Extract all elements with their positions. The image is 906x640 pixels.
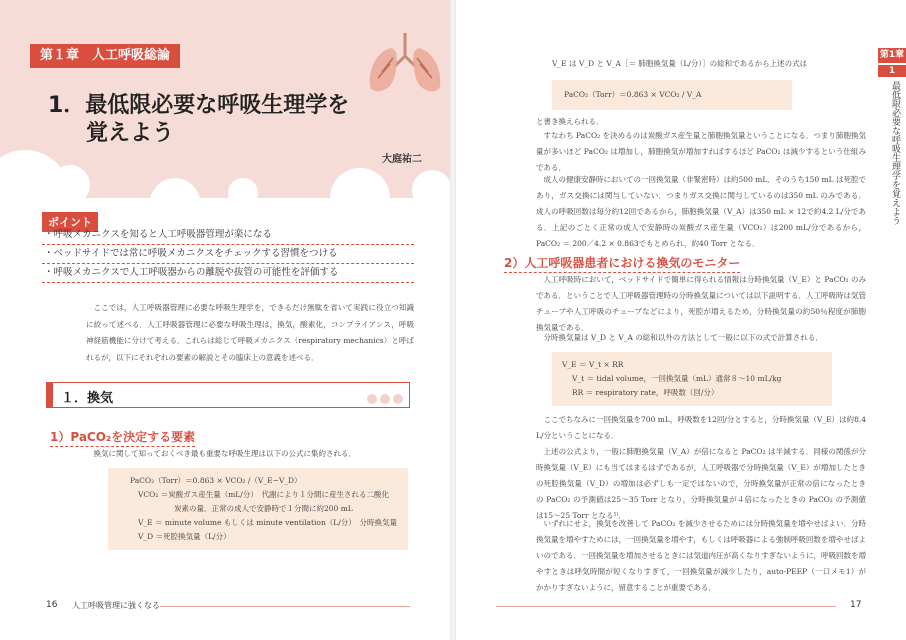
section-title: １．換気 [61,391,114,406]
tab-chapter: 第1章 [878,48,906,63]
formula-line: RR ＝ respiratory rate，呼吸数（回/分） [572,388,719,397]
point-list [42,226,414,283]
formula-line: VCO₂ ＝炭酸ガス産生量（mL/分） 代謝により１分間に産生される二酸化 [138,490,390,499]
formula-line: 炭素の量．正常の成人で安静時で１分間に約200 mL [174,504,353,513]
formula-line: V_E ＝ V_t × RR [562,360,624,369]
chapter-side-tab[interactable] [878,48,906,281]
point-item: ・ベッドサイドでは常に呼吸メカニクスをチェックする習慣をつける [42,245,414,264]
formula-line: PaCO₂（Torr）＝0.863 × VCO₂ / V_A [564,90,702,99]
chapter-header [0,0,450,198]
left-page [0,0,450,640]
paragraph: V_E は V_D と V_A［＝ 肺胞換気量（L/分）］の総和であるから上述の式は [552,59,808,68]
formula-box [552,352,832,406]
decor-circle [412,170,450,198]
point-item: ・呼吸メカニクスで人工呼吸器からの離脱や抜管の可能性を評価する [42,264,414,283]
paragraph: 人工呼吸時において，ベッドサイドで簡単に得られる情報は分時換気量（V_E）と PaCO₂ のみである．ということで人工呼吸器管理時の分時換気量については以下説明する．人工呼吸時は気管チューブや人工呼吸のチューブなどにより，死腔が増えるため，分時換気量の約50％程度が肺胞換気量である． [536,275,866,332]
section-dots [364,389,403,408]
chapter-label: 第１章 人工呼吸総論 [30,44,180,68]
formula-line: PaCO₂（Torr）＝0.863 × VCO₂ /（V_E−V_D） [130,476,302,485]
formula-box [552,80,792,110]
decor-circle [150,178,200,198]
section-bar [47,383,53,407]
right-page [456,0,906,640]
author-name: 大庭祐二 [382,154,422,165]
paragraph: と書き換えられる． [536,117,604,126]
lungs-icon [360,28,450,98]
formula-line: V_t ＝ tidal volume，一回換気量（mL）通常８〜10 mL/kg [572,374,782,383]
paragraph: 上述の公式より，一般に肺胞換気量（V_A）が倍になると PaCO₂ は半減する．同様の関係が分時換気量（V_E）にも当てはまるはずであるが，人工呼吸器で分時換気量（V_E）が増加したときの死腔換気量（V_D）の増加は必ずしも一定ではないので，分時換気量が正常の倍になったときの PaCO₂ の予測値は25〜35 Torr となり，分時換気量が４倍になったときの PaCO₂ の予測値は15〜25 Torr となる¹⁾． [536,447,866,520]
footer-rule [496,606,836,607]
title-line-1: 1．最低限必要な呼吸生理学を [48,93,350,118]
footer-title: 人工呼吸管理に強くなる [72,601,160,610]
page-number: 17 [850,600,862,610]
page-number: 16 [46,600,58,610]
subsection-title: 2）人工呼吸器患者における換気のモニター [504,256,741,270]
paragraph: 成人の健康安静時においての一回換気量（非緊密時）は約500 mL．そのうち150 mL は死腔であり，ガス交換には関与していない．つまりガス交換に関与しているのは350 mL のみである．成人の呼吸回数は毎分約12回であるから，肺胞換気量（V_A）は350 mL × 12で約4.2 L/分である．上記のごとく正常の成人で安静時の炭酸ガス産生量（VCO₂）は200 mL/分であるから，PaCO₂ ＝ 200／4.2 × 0.863でもとめられ，約40 Torr となる． [536,175,866,248]
paragraph: すなわち PaCO₂ を決めるのは炭酸ガス産生量と肺胞換気量ということになる．つまり肺胞換気量が多いほど PaCO₂ は増加し，肺胞換気が増加すればするほど PaCO₂ は減少するという仕組みである． [536,131,866,172]
formula-line: V_E ＝ minute volume もしくは minute ventilation（L/分） 分時換気量 [138,518,398,527]
intro-paragraph: ここでは，人工呼吸器管理に必要な呼吸生理学を，できるだけ無駄を省いて実践に役立つ知識に絞って述べる．人工呼吸器管理に必要な呼吸生理は，換気，酸素化，コンプライアンス，呼吸神経筋機能に分けて考える．これらは総じて呼吸メカニクス（respiratory mechanics）と呼ばれるが，以下にそれぞれの要素の解説とその臨床上の意義を述べる． [86,303,414,362]
paragraph: 換気に関して知っておくべき最も重要な呼吸生理は以下の公式に集約される． [93,449,356,458]
page-title [48,92,349,148]
point-label: ポイント [42,212,98,232]
section-heading [46,382,410,408]
paragraph: いずれにせよ，換気を改善して PaCO₂ を減少させるためには分時換気量を増やせばよい．分時換気量を増やすためには，一回換気量を増やす，もしくは呼吸器による強制呼吸回数を増やせばよいのである．一回換気量を増加させるときには気道内圧が高くなりすぎないように，呼吸回数を増やすときは呼気時間が短くなりすぎて，一回換気量が減少したり，auto-PEEP（一口メモ1）がかかりすぎないように，留意することが重要である． [536,519,866,592]
decor-circle [50,165,90,198]
subsection-heading [50,428,195,447]
tab-section-title: 最低限必要な呼吸生理学を覚えよう [890,81,900,225]
formula-line: V_D ＝死腔換気量（L/分） [138,532,231,541]
paragraph: ここでちなみに一回換気量を700 mL，呼吸数を12回/分とすると，分時換気量（V_E）は約8.4 L/分ということになる． [536,415,866,440]
footer-rule [160,606,410,607]
title-line-2: 覚えよう [86,121,175,146]
decor-circle [228,178,258,198]
formula-box [108,468,408,550]
decor-circle [330,168,390,198]
tab-number: 1 [878,65,906,77]
point-item: ・呼吸メカニクスを知ると人工呼吸器管理が楽になる [42,226,414,245]
subsection-title: 1）PaCO₂を決定する要素 [50,430,196,444]
subsection-heading [504,254,740,273]
paragraph: 分時換気量は V_D と V_A の総和以外の方法として一般に以下の式で計算される． [543,333,823,342]
